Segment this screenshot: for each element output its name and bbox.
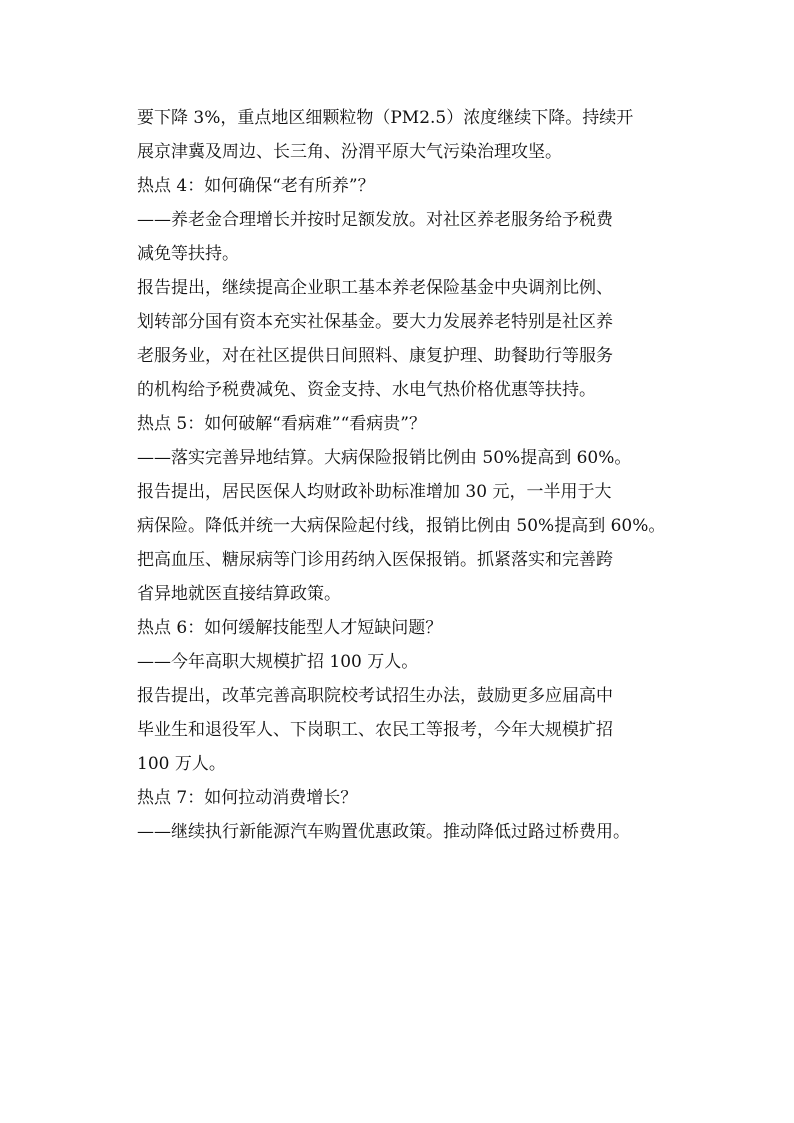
text-line: 把高血压、糖尿病等门诊用药纳入医保报销。抓紧落实和完善跨 bbox=[137, 550, 613, 570]
hotspot-heading: 热点 7：如何拉动消费增长？ bbox=[137, 788, 358, 808]
text-line: 毕业生和退役军人、下岗职工、农民工等报考，今年大规模扩招 bbox=[137, 720, 613, 740]
text-line: 病保险。降低并统一大病保险起付线，报销比例由 50%提高到 60%。 bbox=[137, 516, 666, 536]
document-body bbox=[137, 101, 666, 849]
text-line: 100 万人。 bbox=[137, 754, 226, 774]
text-line: ——今年高职大规模扩招 100 万人。 bbox=[137, 652, 419, 672]
text-line: 要下降 3%，重点地区细颗粒物（PM2.5）浓度继续下降。持续开 bbox=[137, 108, 634, 128]
text-line: 省异地就医直接结算政策。 bbox=[137, 584, 341, 604]
text-line: 报告提出，居民医保人均财政补助标准增加 30 元，一半用于大 bbox=[137, 482, 612, 502]
text-line: ——继续执行新能源汽车购置优惠政策。推动降低过路过桥费用。 bbox=[137, 822, 630, 842]
text-line: 报告提出，改革完善高职院校考试招生办法，鼓励更多应届高中 bbox=[137, 686, 613, 706]
text-line: ——养老金合理增长并按时足额发放。对社区养老服务给予税费 bbox=[137, 210, 613, 230]
hotspot-heading: 热点 4：如何确保“老有所养”？ bbox=[137, 176, 375, 196]
text-line: 报告提出，继续提高企业职工基本养老保险基金中央调剂比例、 bbox=[137, 278, 613, 298]
text-line: ——落实完善异地结算。大病保险报销比例由 50%提高到 60%。 bbox=[137, 448, 632, 468]
hotspot-heading: 热点 5：如何破解“看病难”“看病贵”？ bbox=[137, 414, 426, 434]
text-line: 减免等扶持。 bbox=[137, 244, 239, 264]
hotspot-heading: 热点 6：如何缓解技能型人才短缺问题？ bbox=[137, 618, 443, 638]
text-line: 老服务业，对在社区提供日间照料、康复护理、助餐助行等服务 bbox=[137, 346, 613, 366]
text-line: 展京津冀及周边、长三角、汾渭平原大气污染治理攻坚。 bbox=[137, 142, 562, 162]
text-line: 划转部分国有资本充实社保基金。要大力发展养老特别是社区养 bbox=[137, 312, 613, 332]
text-line: 的机构给予税费减免、资金支持、水电气热价格优惠等扶持。 bbox=[137, 380, 596, 400]
